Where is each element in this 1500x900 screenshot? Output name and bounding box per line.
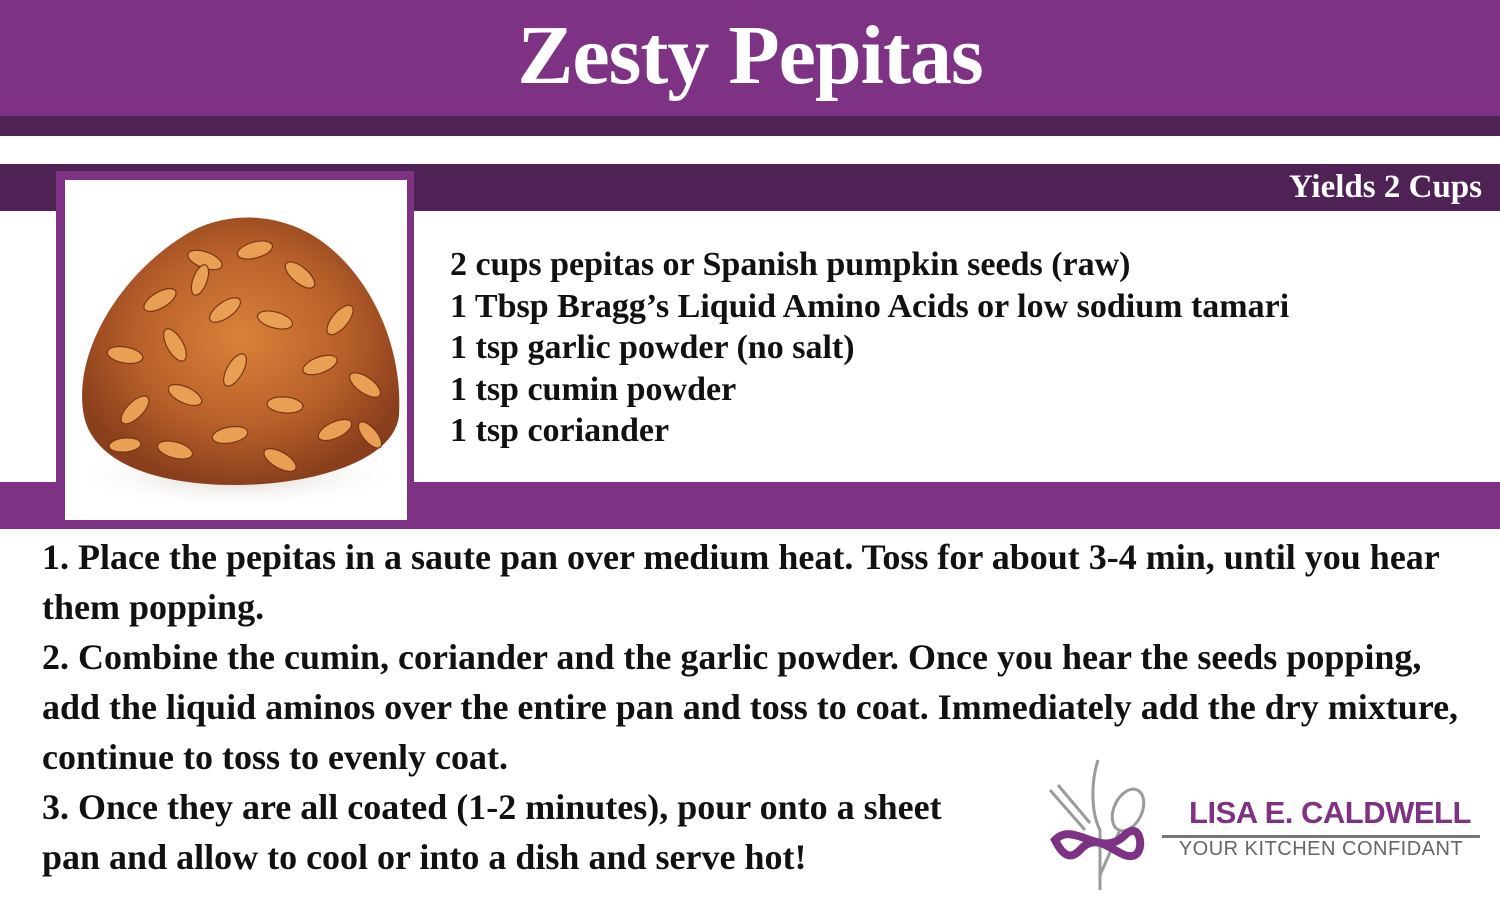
pepitas-photo <box>65 180 407 520</box>
ingredient-item: 1 tsp coriander <box>450 412 670 449</box>
step-number: 1. <box>42 537 69 577</box>
ingredient-item: 2 cups pepitas or Spanish pumpkin seeds (raw) <box>450 246 1131 283</box>
fork-spoon-knot-logo-icon <box>1040 755 1160 895</box>
ingredient-item: 1 Tbsp Bragg’s Liquid Amino Acids or low sodium tamari <box>450 287 1290 325</box>
recipe-title: Zesty Pepitas <box>517 9 983 102</box>
recipe-yield: Yields 2 Cups <box>1288 169 1482 205</box>
step-text: Place the pepitas in a saute pan over medium heat. Toss for about 3-4 min, until you hear them popping. <box>42 537 1440 627</box>
step-text: Combine the cumin, coriander and the garlic powder. Once you hear the seeds popping, add the liquid aminos over the entire pan and toss to coat. Immediately add the dry mixture, continue to toss to evenly coat. <box>42 637 1459 777</box>
brand-logo <box>1040 755 1490 895</box>
pumpkin-seeds-pile-icon <box>65 180 407 520</box>
ingredients-list <box>450 244 1289 452</box>
ingredient-item: 1 tsp cumin powder <box>450 370 737 408</box>
ingredient-item: 1 tsp garlic powder (no salt) <box>450 329 855 366</box>
step-number: 3. <box>42 787 69 827</box>
instruction-step <box>42 782 982 882</box>
step-number: 2. <box>42 637 69 677</box>
title-banner-shadow <box>0 116 1500 136</box>
step-text: Once they are all coated (1-2 minutes), pour onto a sheet pan and allow to cool or into a dish and serve hot! <box>42 787 942 877</box>
instruction-step <box>42 532 1482 632</box>
brand-name: LISA E. CALDWELL <box>1189 795 1471 830</box>
brand-tagline: YOUR KITCHEN CONFIDANT <box>1178 838 1464 860</box>
